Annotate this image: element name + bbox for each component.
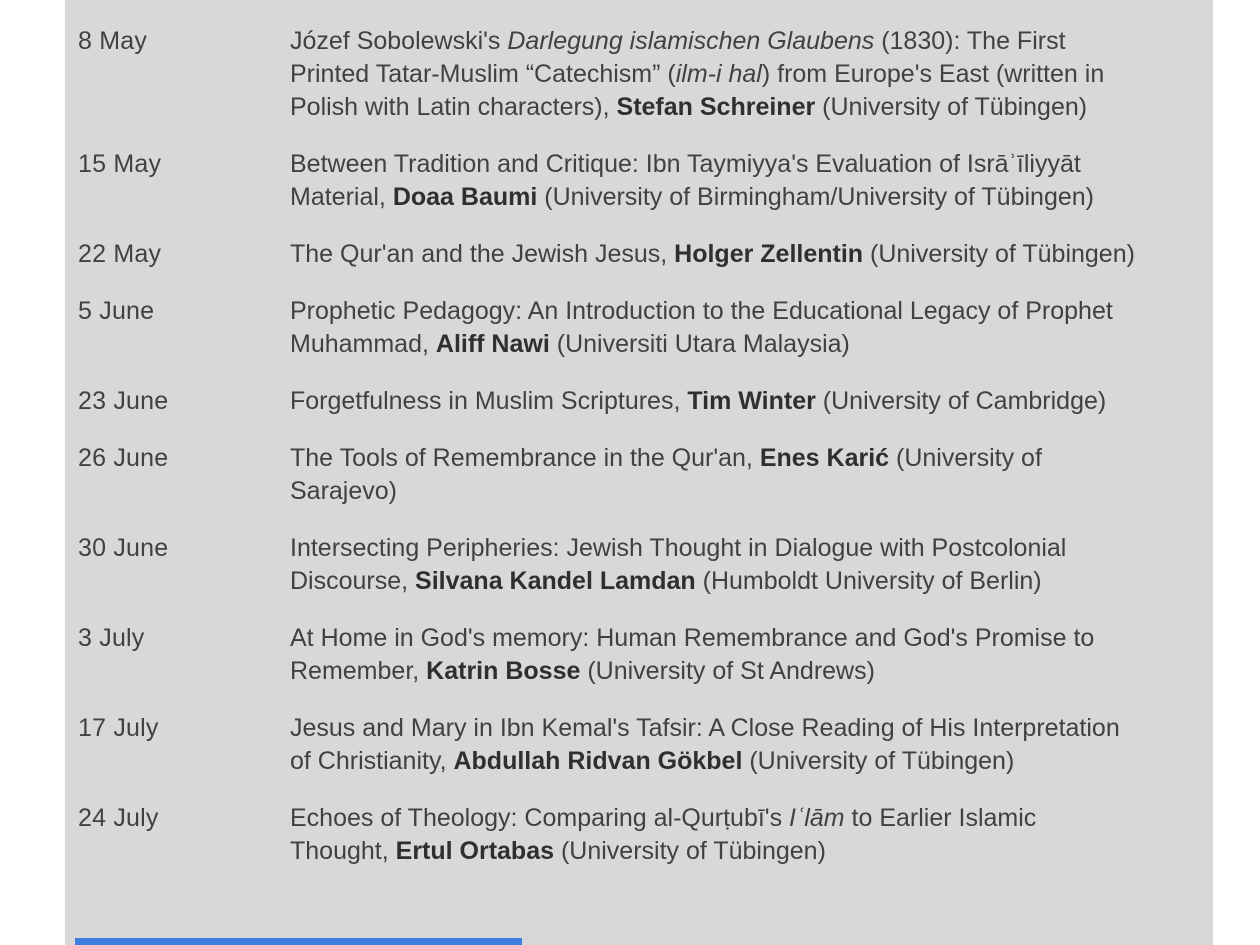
text-segment: (University of Tübingen) bbox=[554, 837, 826, 865]
entry-text bbox=[290, 442, 1213, 508]
entry-text bbox=[290, 532, 1213, 598]
schedule-entry bbox=[78, 442, 1213, 508]
entry-text bbox=[290, 238, 1213, 271]
text-segment: Intersecting Peripheries: Jewish Thought in Dialogue with Postcolonial bbox=[290, 534, 1067, 562]
entry-date: 23 June bbox=[78, 387, 169, 415]
text-segment: (1830): The First bbox=[874, 27, 1066, 55]
entry-text bbox=[290, 712, 1213, 778]
entry-date: 22 May bbox=[78, 240, 162, 268]
schedule-entry bbox=[78, 712, 1213, 778]
text-line bbox=[290, 712, 1213, 745]
text-line bbox=[290, 58, 1213, 91]
text-segment: Forgetfulness in Muslim Scriptures, bbox=[290, 387, 688, 415]
text-line bbox=[290, 655, 1213, 688]
text-segment: ilm-i hal bbox=[675, 60, 762, 88]
content-panel bbox=[65, 0, 1213, 945]
text-segment: Printed Tatar-Muslim “Catechism” ( bbox=[290, 60, 676, 88]
text-segment: Material, bbox=[290, 183, 393, 211]
entry-text bbox=[290, 802, 1213, 868]
text-line bbox=[290, 475, 1213, 508]
schedule-entry bbox=[78, 295, 1213, 361]
text-segment: Between Tradition and Critique: Ibn Taymiyya's Evaluation of Isrāʾīliyyāt bbox=[290, 150, 1081, 178]
entry-text bbox=[290, 148, 1213, 214]
entry-date: 3 July bbox=[78, 624, 145, 652]
entry-date: 26 June bbox=[78, 444, 169, 472]
text-segment: to Earlier Islamic bbox=[844, 804, 1037, 832]
schedule bbox=[78, 25, 1213, 868]
text-segment: Echoes of Theology: Comparing al-Qurṭubī's bbox=[290, 804, 790, 832]
entry-text bbox=[290, 622, 1213, 688]
text-segment: Muhammad, bbox=[290, 330, 436, 358]
schedule-entry bbox=[78, 622, 1213, 688]
text-line bbox=[290, 181, 1213, 214]
text-segment: ) from Europe's East (written in bbox=[761, 60, 1105, 88]
text-segment: Ertul Ortabas bbox=[395, 837, 555, 865]
text-segment: Stefan Schreiner bbox=[616, 93, 816, 121]
bottom-accent-bar bbox=[75, 938, 522, 945]
text-line bbox=[290, 91, 1213, 124]
text-segment: (University of Tübingen) bbox=[815, 93, 1088, 121]
text-segment: Darlegung islamischen Glaubens bbox=[507, 27, 875, 55]
text-segment: The Tools of Remembrance in the Qur'an, bbox=[290, 444, 760, 472]
text-line bbox=[290, 565, 1213, 598]
text-segment: (Humboldt University of Berlin) bbox=[695, 567, 1042, 595]
text-segment: (University of Tübingen) bbox=[742, 747, 1015, 775]
text-segment: The Qur'an and the Jewish Jesus, bbox=[290, 240, 675, 268]
text-segment: Doaa Baumi bbox=[392, 183, 538, 211]
text-segment: Iʿlām bbox=[789, 804, 845, 832]
text-segment: Remember, bbox=[290, 657, 427, 685]
text-segment: (University of St Andrews) bbox=[580, 657, 875, 685]
text-segment: (University of bbox=[889, 444, 1042, 472]
text-line bbox=[290, 532, 1213, 565]
text-line bbox=[290, 835, 1213, 868]
text-segment: Silvana Kandel Lamdan bbox=[415, 567, 696, 595]
entry-date: 24 July bbox=[78, 804, 159, 832]
text-line bbox=[290, 442, 1213, 475]
text-segment: Katrin Bosse bbox=[426, 657, 581, 685]
schedule-entry bbox=[78, 238, 1213, 271]
text-line bbox=[290, 745, 1213, 778]
entry-text bbox=[290, 25, 1213, 124]
text-line bbox=[290, 385, 1213, 418]
text-segment: Discourse, bbox=[290, 567, 416, 595]
text-segment: Jesus and Mary in Ibn Kemal's Tafsir: A Close Reading of His Interpretation bbox=[290, 714, 1120, 742]
text-segment: Holger Zellentin bbox=[674, 240, 864, 268]
text-segment: (University of Cambridge) bbox=[815, 387, 1107, 415]
entry-date: 17 July bbox=[78, 714, 159, 742]
text-segment: Thought, bbox=[290, 837, 396, 865]
text-segment: Enes Karić bbox=[759, 444, 890, 472]
text-segment: At Home in God's memory: Human Remembrance and God's Promise to bbox=[290, 624, 1095, 652]
text-line bbox=[290, 238, 1213, 271]
schedule-entry bbox=[78, 25, 1213, 124]
text-line bbox=[290, 295, 1213, 328]
text-segment: Tim Winter bbox=[687, 387, 816, 415]
text-segment: Józef Sobolewski's bbox=[290, 27, 508, 55]
text-line bbox=[290, 328, 1213, 361]
text-line bbox=[290, 25, 1213, 58]
entry-text bbox=[290, 295, 1213, 361]
entry-date: 5 June bbox=[78, 297, 155, 325]
text-segment: (University of Tübingen) bbox=[863, 240, 1135, 268]
text-segment: (Universiti Utara Malaysia) bbox=[549, 330, 850, 358]
text-segment: Sarajevo) bbox=[290, 477, 397, 505]
schedule-entry bbox=[78, 532, 1213, 598]
text-line bbox=[290, 622, 1213, 655]
text-line bbox=[290, 148, 1213, 181]
schedule-entry bbox=[78, 802, 1213, 868]
text-segment: Abdullah Ridvan Gökbel bbox=[453, 747, 743, 775]
text-segment: (University of Birmingham/University of Tübingen) bbox=[537, 183, 1094, 211]
entry-date: 30 June bbox=[78, 534, 169, 562]
text-segment: Aliff Nawi bbox=[435, 330, 550, 358]
entry-text bbox=[290, 385, 1213, 418]
schedule-entry bbox=[78, 385, 1213, 418]
entry-date: 8 May bbox=[78, 27, 148, 55]
text-segment: Polish with Latin characters), bbox=[290, 93, 617, 121]
entry-date: 15 May bbox=[78, 150, 162, 178]
text-segment: of Christianity, bbox=[290, 747, 454, 775]
schedule-entry bbox=[78, 148, 1213, 214]
text-segment: Prophetic Pedagogy: An Introduction to the Educational Legacy of Prophet bbox=[290, 297, 1113, 325]
text-line bbox=[290, 802, 1213, 835]
